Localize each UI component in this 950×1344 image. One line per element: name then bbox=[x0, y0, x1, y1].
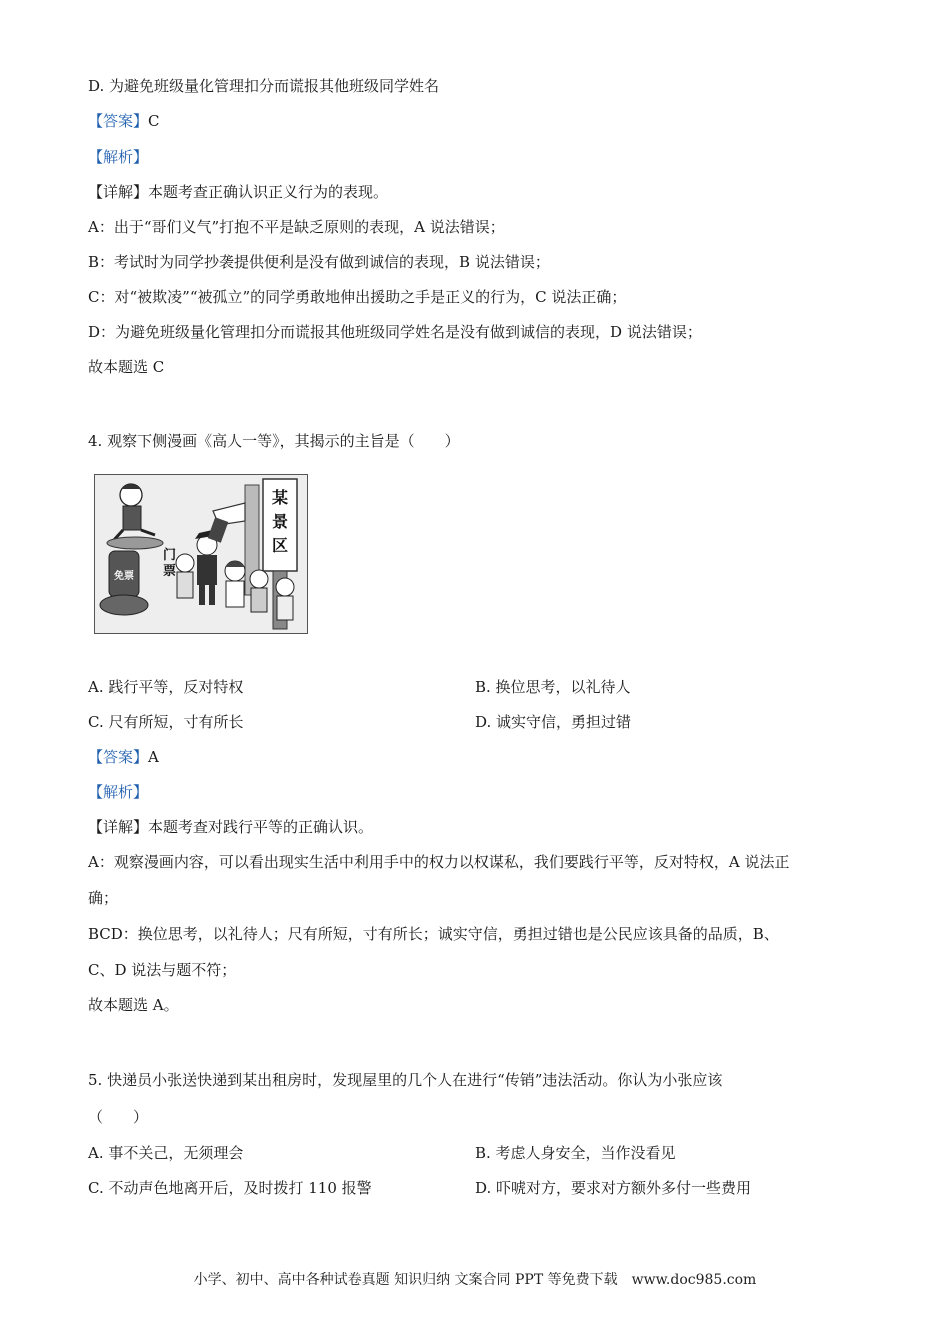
answer-value: C bbox=[148, 112, 160, 130]
answer-value: A bbox=[148, 748, 159, 766]
q4-option-b: B. 换位思考，以礼待人 bbox=[475, 678, 631, 696]
detail-intro: 本题考查正确认识正义行为的表现。 bbox=[148, 183, 389, 201]
q3-explanation-b: B：考试时为同学抄袭提供便利是没有做到诚信的表现，B 说法错误； bbox=[88, 253, 550, 271]
q3-detail-row bbox=[88, 182, 388, 202]
q5-option-c: C. 不动声色地离开后，及时拨打 110 报警 bbox=[88, 1179, 372, 1197]
q5-option-b: B. 考虑人身安全，当作没看见 bbox=[475, 1144, 676, 1162]
q3-option-d: D. 为避免班级量化管理扣分而谎报其他班级同学姓名 bbox=[88, 77, 440, 95]
detail-tag: 【详解】 bbox=[88, 818, 149, 836]
q4-option-d: D. 诚实守信，勇担过错 bbox=[475, 713, 632, 731]
q3-explanation-c: C：对“被欺凌”“被孤立”的同学勇敢地伸出援助之手是正义的行为，C 说法正确； bbox=[88, 288, 627, 306]
q4-explanation-a: A：观察漫画内容，可以看出现实生活中利用手中的权力以权谋私，我们要践行平等，反对特权，A 说法正 bbox=[88, 853, 790, 871]
q4-detail-row bbox=[88, 817, 373, 837]
q4-explanation-bcd: BCD：换位思考，以礼待人；尺有所短，寸有所长；诚实守信，勇担过错也是公民应该具备的品质，B、 bbox=[88, 925, 779, 943]
q5-option-a: A. 事不关己，无须理会 bbox=[88, 1144, 244, 1162]
free-ticket-label: 免票 bbox=[114, 571, 134, 582]
detail-intro: 本题考查对践行平等的正确认识。 bbox=[148, 818, 374, 836]
analysis-tag: 【解析】 bbox=[88, 783, 149, 801]
page-footer: 小学、初中、高中各种试卷真题 知识归纳 文案合同 PPT 等免费下载 www.doc985.com bbox=[193, 1272, 757, 1288]
answer-tag: 【答案】 bbox=[88, 112, 149, 130]
q3-explanation-d: D：为避免班级量化管理扣分而谎报其他班级同学姓名是没有做到诚信的表现，D 说法错误； bbox=[88, 323, 702, 341]
sign-char-1: 某 bbox=[271, 488, 289, 507]
q5-stem-line2: （ ） bbox=[88, 1108, 149, 1126]
q5-stem-line1: 5. 快递员小张送快递到某出租房时，发现屋里的几个人在进行“传销”违法活动。你认为小张应该 bbox=[88, 1071, 723, 1089]
q3-explanation-a: A：出于“哥们义气”打抱不平是缺乏原则的表现，A 说法错误； bbox=[88, 218, 505, 236]
sign-char-2: 景 bbox=[271, 512, 289, 531]
gate-ticket-char-1: 门 bbox=[163, 548, 177, 563]
q4-conclusion: 故本题选 A。 bbox=[88, 996, 179, 1014]
analysis-tag: 【解析】 bbox=[88, 148, 149, 166]
q4-option-a: A. 践行平等，反对特权 bbox=[88, 678, 244, 696]
detail-tag: 【详解】 bbox=[88, 183, 149, 201]
q5-option-d: D. 吓唬对方，要求对方额外多付一些费用 bbox=[475, 1179, 752, 1197]
q3-conclusion: 故本题选 C bbox=[88, 358, 165, 376]
q4-option-c: C. 尺有所短，寸有所长 bbox=[88, 713, 244, 731]
answer-tag: 【答案】 bbox=[88, 748, 149, 766]
q4-explanation-bcd-cont: C、D 说法与题不符； bbox=[88, 961, 237, 979]
gate-ticket-char-2: 票 bbox=[163, 564, 177, 579]
q4-answer-row bbox=[88, 747, 159, 767]
comic-image bbox=[94, 474, 308, 634]
q3-answer-row bbox=[88, 111, 160, 131]
q4-stem: 4. 观察下侧漫画《高人一等》，其揭示的主旨是（ ） bbox=[88, 432, 460, 450]
sign-char-3: 区 bbox=[271, 536, 289, 555]
q4-explanation-a-cont: 确； bbox=[88, 889, 119, 907]
